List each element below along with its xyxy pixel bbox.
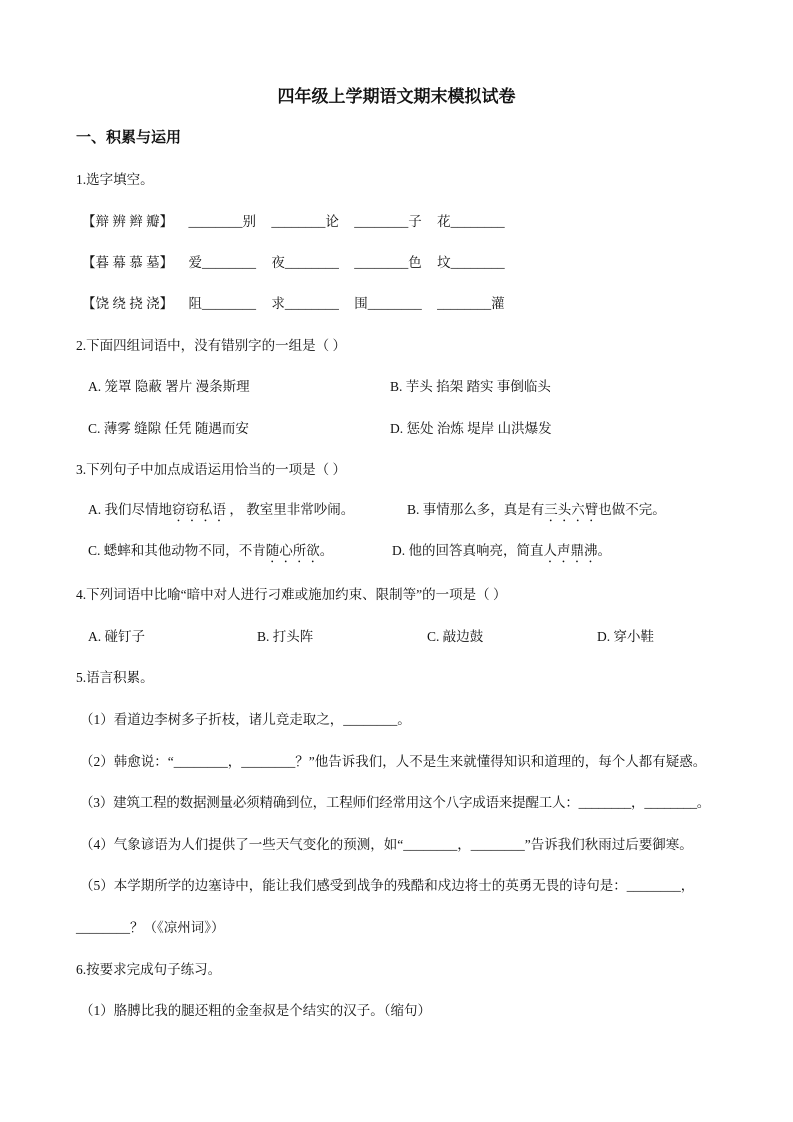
sub-question-continued: ________？（《凉州词》） bbox=[76, 920, 225, 935]
emphasized-idiom: 随心所欲 bbox=[265, 543, 320, 558]
page-title: 四年级上学期语文期末模拟试卷 bbox=[277, 87, 516, 106]
blank-item: ________论 bbox=[271, 214, 339, 229]
emphasized-idiom: 窃窃私语 bbox=[172, 502, 226, 517]
blank-item: 花________ bbox=[437, 214, 505, 229]
option-text: 。 bbox=[319, 543, 334, 558]
blank-item: ________灌 bbox=[437, 296, 505, 311]
option-text: ， 教室里非常吵闹。 bbox=[226, 502, 355, 517]
q1-row bbox=[82, 295, 505, 313]
option-text: D. 他的回答真响亮，简直 bbox=[392, 543, 544, 558]
char-group: 【暮 幕 慕 墓】 bbox=[82, 255, 174, 270]
option-text: C. 蟋蟀和其他动物不同，不肯 bbox=[88, 543, 266, 558]
option-text: 也做不完。 bbox=[598, 502, 666, 517]
sub-question: （3）建筑工程的数据测量必须精确到位，工程师们经常用这个八字成语来提醒工人：________，________。 bbox=[80, 795, 711, 810]
blank-item: ________别 bbox=[188, 214, 256, 229]
question-5-stem: 5.语言积累。 bbox=[76, 670, 154, 685]
option-c: C. 薄雾 缝隙 任凭 随遇而安 bbox=[88, 421, 249, 436]
blank-item: 爱________ bbox=[188, 255, 256, 270]
question-1-stem: 1.选字填空。 bbox=[76, 172, 154, 187]
option-b: B. 芋头 掐架 踏实 事倒临头 bbox=[390, 379, 551, 394]
blank-item: 阻________ bbox=[188, 296, 256, 311]
sub-question: （2）韩愈说：“________，________？”他告诉我们，人不是生来就懂得知识和道理的，每个人都有疑惑。 bbox=[80, 754, 707, 769]
blank-item: 围________ bbox=[354, 296, 422, 311]
question-2-stem: 2.下面四组词语中，没有错别字的一组是（ ） bbox=[76, 338, 346, 353]
sub-question: （1）胳膊比我的腿还粗的金奎叔是个结实的汉子。（缩句） bbox=[80, 1003, 431, 1018]
blank-item: 夜________ bbox=[271, 255, 339, 270]
emphasized-idiom: 人声鼎沸 bbox=[543, 543, 598, 558]
char-group: 【辩 辨 辫 瓣】 bbox=[82, 214, 174, 229]
q1-row bbox=[82, 213, 505, 231]
blank-item: 求________ bbox=[271, 296, 339, 311]
option-text: B. 事情那么多，真是有 bbox=[407, 502, 545, 517]
question-3-stem: 3.下列句子中加点成语运用恰当的一项是（ ） bbox=[76, 462, 346, 477]
option-text: A. 我们尽情地 bbox=[88, 502, 172, 517]
sub-question: （1）看道边李树多子折枝，诸儿竞走取之，________。 bbox=[80, 712, 411, 727]
option-b: B. 打头阵 bbox=[257, 629, 314, 644]
emphasized-idiom: 三头六臂 bbox=[544, 502, 599, 517]
option-b bbox=[407, 501, 666, 525]
option-c: C. 敲边鼓 bbox=[427, 629, 484, 644]
option-d: D. 惩处 治炼 堤岸 山洪爆发 bbox=[390, 421, 552, 436]
sub-question: （4）气象谚语为人们提供了一些天气变化的预测，如“________，________”告诉我们秋雨过后要御寒。 bbox=[80, 837, 693, 852]
option-a: A. 碰钉子 bbox=[88, 629, 145, 644]
option-d: D. 穿小鞋 bbox=[597, 629, 654, 644]
section-heading: 一、积累与运用 bbox=[76, 129, 182, 146]
char-group: 【饶 绕 挠 浇】 bbox=[82, 296, 174, 311]
q1-row bbox=[82, 254, 505, 272]
option-text: 。 bbox=[597, 543, 611, 558]
question-4-stem: 4.下列词语中比喻“暗中对人进行刁难或施加约束、限制等”的一项是（ ） bbox=[76, 587, 507, 602]
option-a: A. 笼罩 隐蔽 署片 漫条斯理 bbox=[88, 379, 250, 394]
option-c bbox=[88, 542, 333, 566]
blank-item: ________色 bbox=[354, 255, 422, 270]
sub-question: （5）本学期所学的边塞诗中，能让我们感受到战争的残酷和戍边将士的英勇无畏的诗句是：________， bbox=[80, 878, 695, 893]
blank-item: ________子 bbox=[354, 214, 422, 229]
option-d bbox=[392, 542, 611, 566]
option-a bbox=[88, 501, 354, 525]
question-6-stem: 6.按要求完成句子练习。 bbox=[76, 962, 222, 977]
blank-item: 坟________ bbox=[437, 255, 505, 270]
